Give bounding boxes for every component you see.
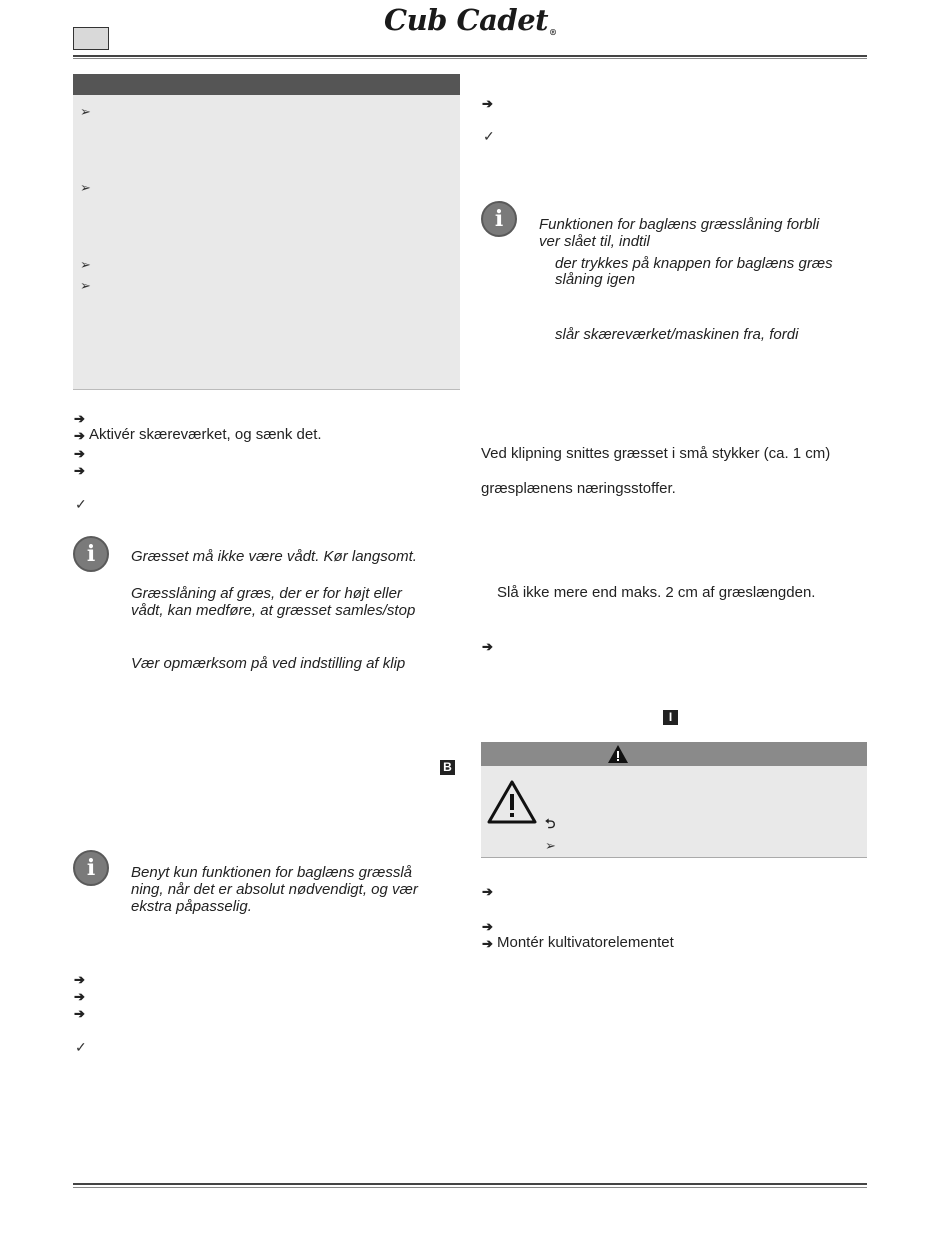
info-note-text: Vær opmærksom på ved indstilling af klip [131, 655, 406, 672]
page-number-box [73, 27, 109, 50]
body-paragraph: Ved klipning snittes græsset i små stykker (ca. 1 cm) [481, 445, 831, 462]
figure-reference-badge: B [440, 760, 455, 775]
step-arrow: ➔ [74, 1006, 85, 1021]
header-rule [73, 55, 867, 57]
step-arrow: ➔ [482, 639, 493, 654]
bullet-marker: ➢ [545, 838, 556, 853]
step-text: Aktivér skæreværket, og sænk det. [89, 426, 322, 443]
info-note-text: ver slået til, indtil [539, 233, 650, 250]
bullet-marker: ➢ [80, 180, 91, 195]
bullet-marker: ➢ [80, 257, 91, 272]
body-paragraph: græsplænens næringsstoffer. [481, 480, 676, 497]
warning-triangle-small-icon [607, 744, 629, 764]
warning-box [481, 742, 867, 858]
info-note-text: ekstra påpasselig. [131, 898, 252, 915]
info-note-text: Græsslåning af græs, der er for højt eller [131, 585, 402, 602]
info-note-text: Funktionen for baglæns græsslåning forbli [539, 216, 820, 233]
step-arrow: ➔ [74, 428, 85, 443]
info-note-text: slår skæreværket/maskinen fra, fordi [555, 326, 799, 343]
info-note-text: Benyt kun funktionen for baglæns græsslå [131, 864, 412, 881]
step-arrow: ➔ [74, 411, 85, 426]
warning-box-header [481, 742, 867, 766]
step-arrow: ➔ [482, 96, 493, 111]
header-rule-thin [73, 58, 867, 59]
info-icon: i [73, 536, 109, 572]
check-mark: ✓ [483, 128, 495, 144]
info-icon: i [481, 201, 517, 237]
brand-logo: Cub Cadet® [384, 3, 557, 37]
info-note-text: Græsset må ikke være vådt. Kør langsomt. [131, 548, 417, 565]
hazard-marker: ⮌ [545, 816, 556, 831]
check-mark: ✓ [75, 496, 87, 512]
step-arrow: ➔ [74, 989, 85, 1004]
step-arrow: ➔ [482, 936, 493, 951]
info-note-text: der trykkes på knappen for baglæns græs [555, 255, 833, 272]
info-note-text: vådt, kan medføre, at græsset samles/stop [131, 602, 416, 619]
bullet-marker: ➢ [80, 104, 91, 119]
footer-rule-thin [73, 1187, 867, 1188]
gray-box-header [73, 74, 460, 95]
info-note-text: slåning igen [555, 271, 636, 288]
info-note-text: ning, når det er absolut nødvendigt, og vær [131, 881, 418, 898]
footer-rule [73, 1183, 867, 1185]
step-arrow: ➔ [74, 463, 85, 478]
step-arrow: ➔ [482, 884, 493, 899]
info-icon: i [73, 850, 109, 886]
check-mark: ✓ [75, 1039, 87, 1055]
step-arrow: ➔ [74, 446, 85, 461]
body-paragraph: Slå ikke mere end maks. 2 cm af græslængden. [497, 584, 816, 601]
step-text: Montér kultivatorelementet [497, 934, 674, 951]
warning-triangle-icon [486, 779, 538, 825]
gray-instruction-box [73, 74, 460, 390]
figure-reference-badge: I [663, 710, 678, 725]
step-arrow: ➔ [482, 919, 493, 934]
bullet-marker: ➢ [80, 278, 91, 293]
step-arrow: ➔ [74, 972, 85, 987]
